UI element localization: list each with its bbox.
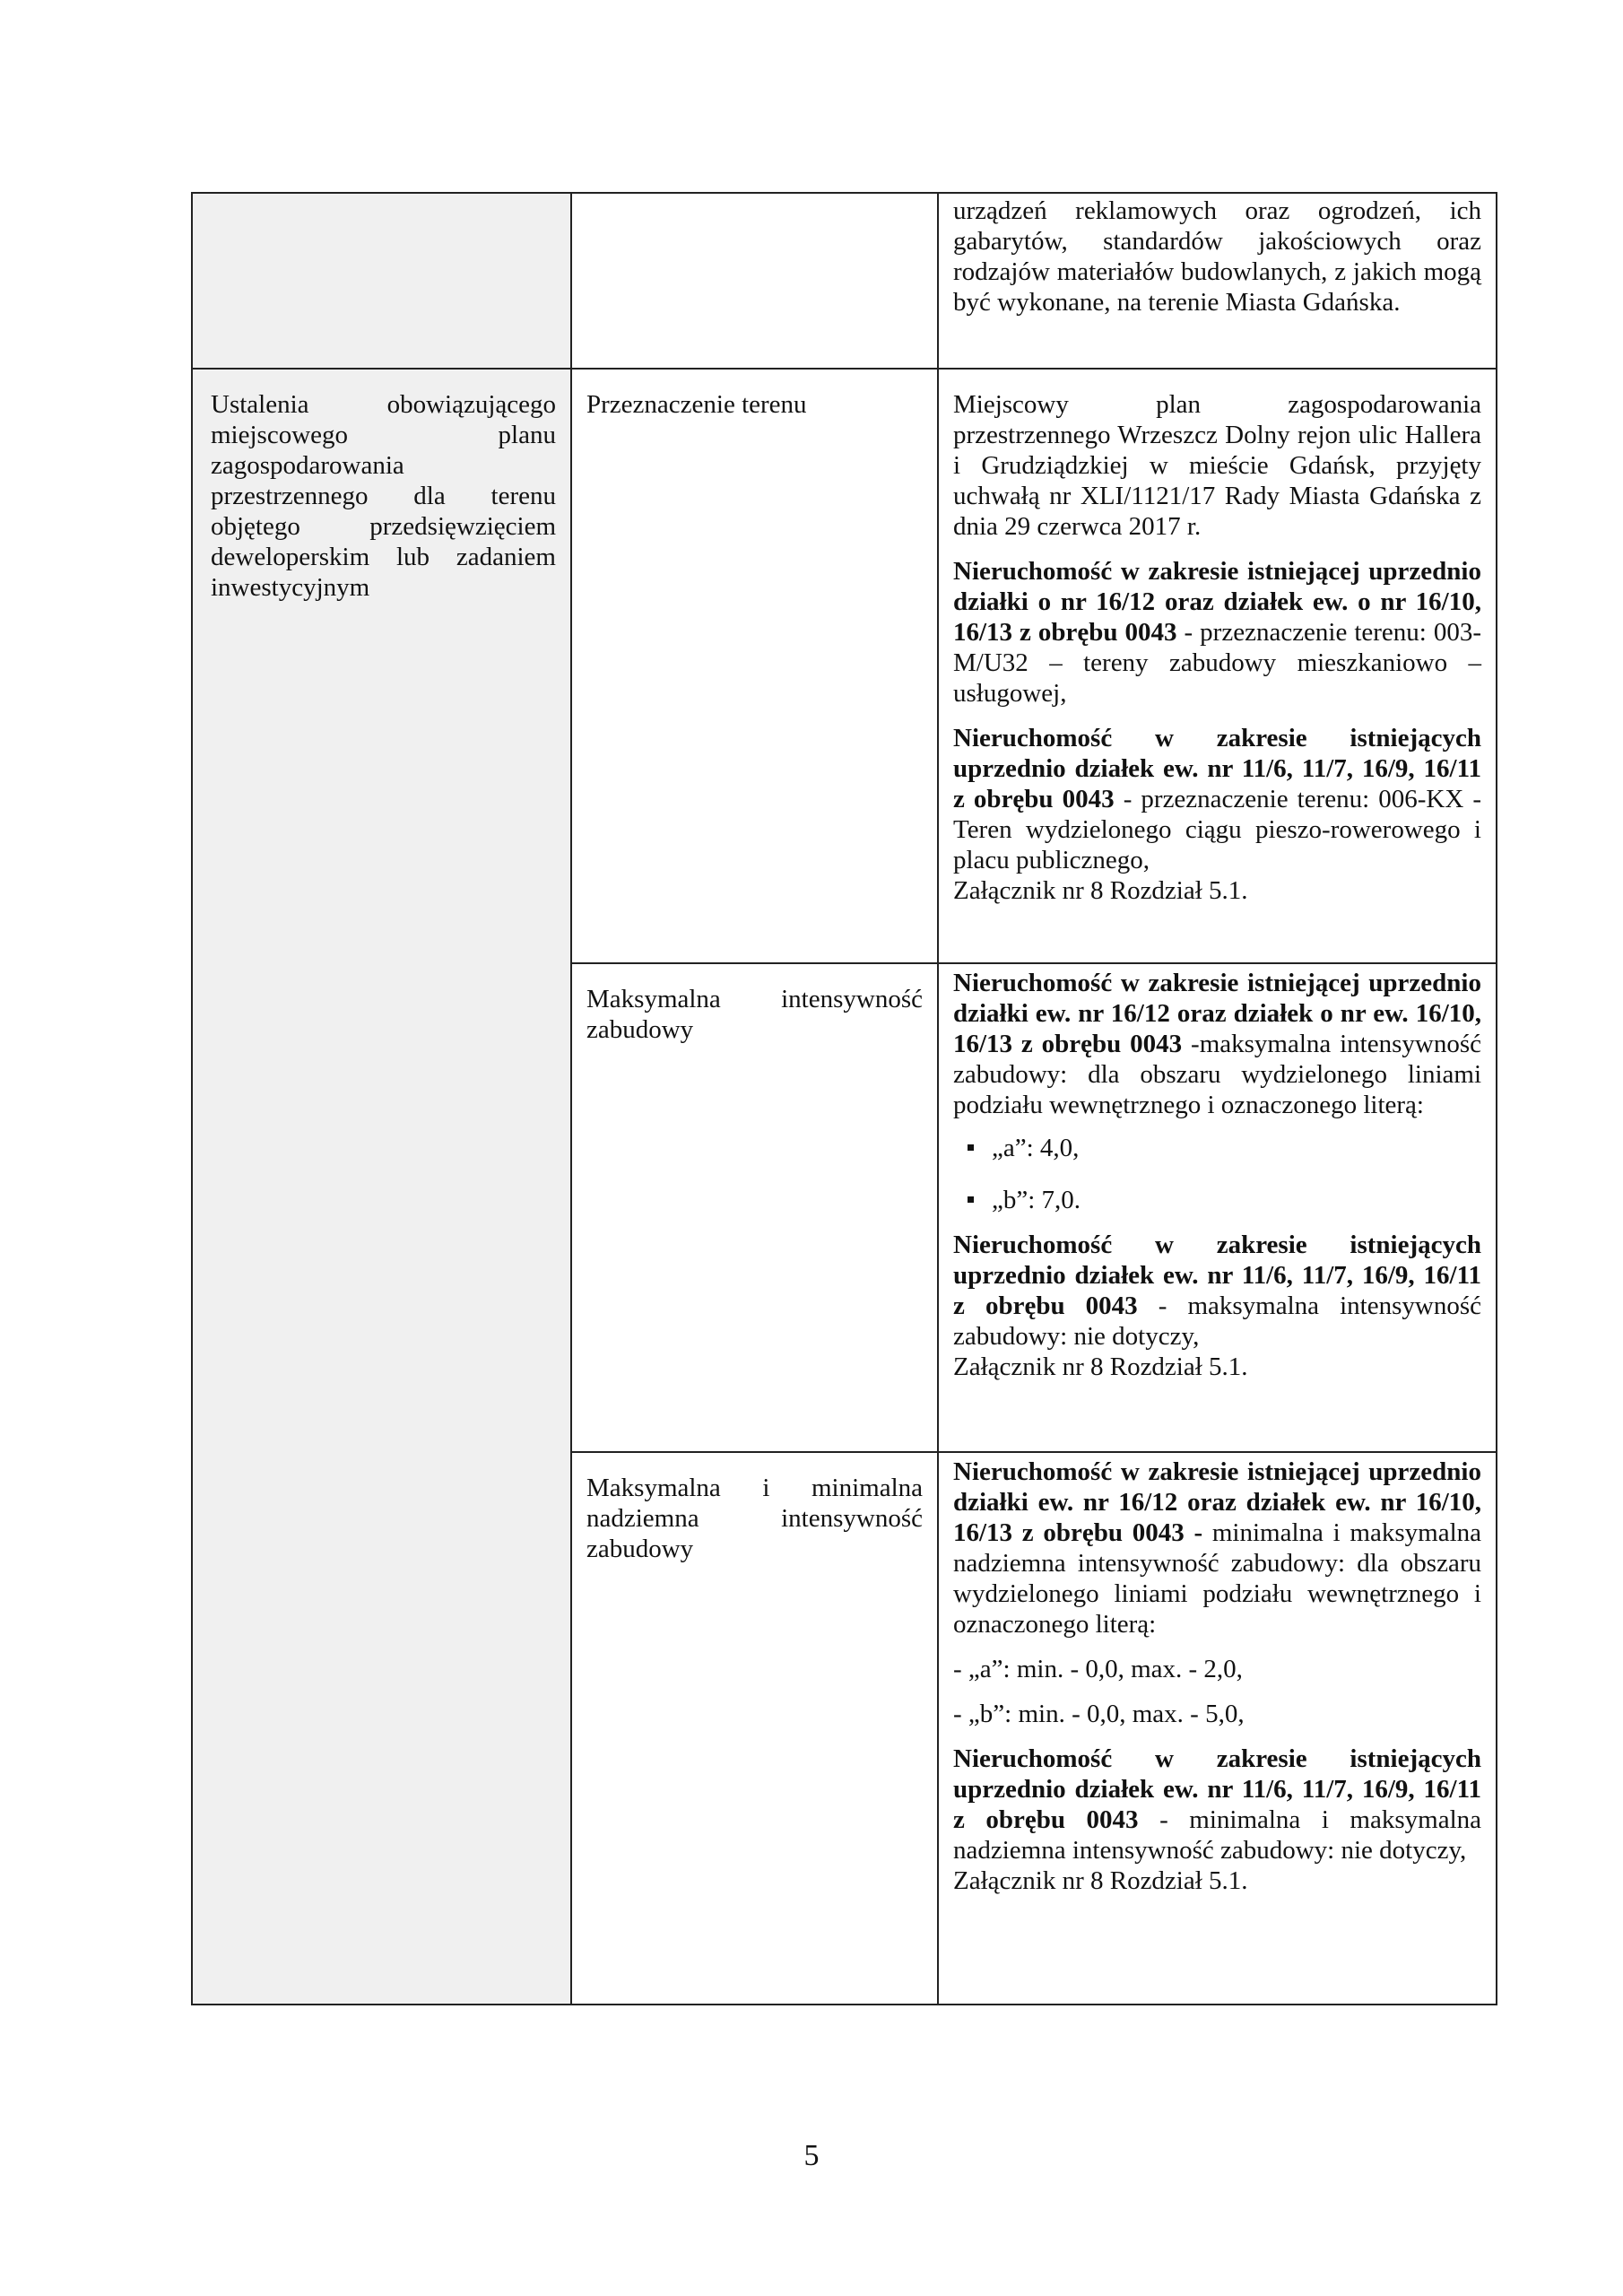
list-item: „b”: 7,0. (968, 1185, 1481, 1215)
property-paragraph (953, 556, 1481, 709)
property-paragraph (953, 723, 1481, 875)
right-cell-continued (938, 193, 1497, 369)
property-heading: Nieruchomość w zakresie istniejących uprzednio działek ew. nr 11/6, 11/7, 16/9, 16/11 z obrębu 0043 (953, 1744, 1481, 1834)
property-detail: - maksymalna intensywność zabudowy: nie dotyczy, (953, 1292, 1481, 1351)
property-heading: Nieruchomość w zakresie istniejącej uprzednio działki ew. nr 16/12 oraz działek o nr ew. 16/10, 16/13 z obrębu 0043 (953, 969, 1481, 1058)
intensity-list (953, 1133, 1481, 1215)
continued-text: urządzeń reklamowych oraz ogrodzeń, ich gabarytów, standardów jakościowych oraz rodzajów materiałów budowlanych, z jakich mogą być wykonane, na terenie Miasta Gdańska. (953, 196, 1481, 317)
table-row (192, 193, 1497, 369)
property-paragraph (953, 1457, 1481, 1639)
row-title-min-max-intensity: Maksymalna i minimalna nadziemna intensywność zabudowy (586, 1474, 923, 1563)
document-table (191, 192, 1497, 2005)
row-title-przeznaczenie: Przeznaczenie terenu (586, 390, 807, 419)
attachment-reference: Załącznik nr 8 Rozdział 5.1. (953, 876, 1248, 905)
row-content-cell (938, 1452, 1497, 2005)
property-detail: - przeznaczenie terenu: 006-KX - Teren wydzielonego ciągu pieszo-rowerowego i placu publicznego, (953, 785, 1481, 874)
property-heading: Nieruchomość w zakresie istniejącej uprzednio działki o nr 16/12 oraz działek ew. o nr 16/10, 16/13 z obrębu 0043 (953, 557, 1481, 647)
intensity-line-a: - „a”: min. - 0,0, max. - 2,0, (953, 1655, 1243, 1683)
left-label-cell (192, 369, 571, 2005)
property-paragraph (953, 968, 1481, 1120)
property-paragraph (953, 1744, 1481, 1866)
left-cell-continued (192, 193, 571, 369)
plan-intro-text: Miejscowy plan zagospodarowania przestrzennego Wrzeszcz Dolny rejon ulic Hallera i Grudziądzkiej w mieście Gdańsk, przyjęty uchwałą nr XLI/1121/17 Rady Miasta Gdańska z dnia 29 czerwca 2017 r. (953, 390, 1481, 541)
page-number: 5 (803, 2139, 820, 2172)
left-label-text: Ustalenia obowiązującego miejscowego planu zagospodarowania przestrzennego dla terenu objętego przedsięwzięciem deweloperskim lub zadaniem inwestycyjnym (211, 390, 556, 602)
list-item: „a”: 4,0, (968, 1133, 1481, 1163)
square-bullet-icon (968, 1144, 974, 1151)
attachment-reference: Załącznik nr 8 Rozdział 5.1. (953, 1866, 1248, 1895)
middle-cell-continued (571, 193, 938, 369)
table-row (192, 369, 1497, 963)
intensity-line-b: - „b”: min. - 0,0, max. - 5,0, (953, 1700, 1245, 1728)
property-detail: minimalna i maksymalna nadziemna intensywność zabudowy: dla obszaru wydzielonego liniami podziału wewnętrznego i oznaczonego literą: (953, 1518, 1481, 1639)
attachment-reference: Załącznik nr 8 Rozdział 5.1. (953, 1352, 1248, 1381)
property-paragraph (953, 1230, 1481, 1352)
row-title-cell (571, 963, 938, 1452)
row-title-cell (571, 1452, 938, 2005)
property-heading: Nieruchomość w zakresie istniejącej uprzednio działki ew. nr 16/12 oraz działek ew. nr 16/10, 16/13 z obrębu 0043 - (953, 1457, 1481, 1547)
row-title-cell (571, 369, 938, 963)
row-title-max-intensity: Maksymalna intensywność zabudowy (586, 985, 923, 1044)
square-bullet-icon (968, 1196, 974, 1203)
property-detail: - minimalna i maksymalna nadziemna intensywność zabudowy: nie dotyczy, (953, 1805, 1481, 1865)
row-content-cell (938, 369, 1497, 963)
property-detail: -maksymalna intensywność zabudowy: dla obszaru wydzielonego liniami podziału wewnętrznego i oznaczonego literą: (953, 1030, 1481, 1119)
property-heading: Nieruchomość w zakresie istniejących uprzednio działek ew. nr 11/6, 11/7, 16/9, 16/11 z obrębu 0043 (953, 724, 1481, 813)
row-content-cell (938, 963, 1497, 1452)
property-detail: - przeznaczenie terenu: 003-M/U32 – tereny zabudowy mieszkaniowo – usługowej, (953, 618, 1482, 708)
property-heading: Nieruchomość w zakresie istniejących uprzednio działek ew. nr 11/6, 11/7, 16/9, 16/11 z obrębu 0043 (953, 1231, 1481, 1320)
